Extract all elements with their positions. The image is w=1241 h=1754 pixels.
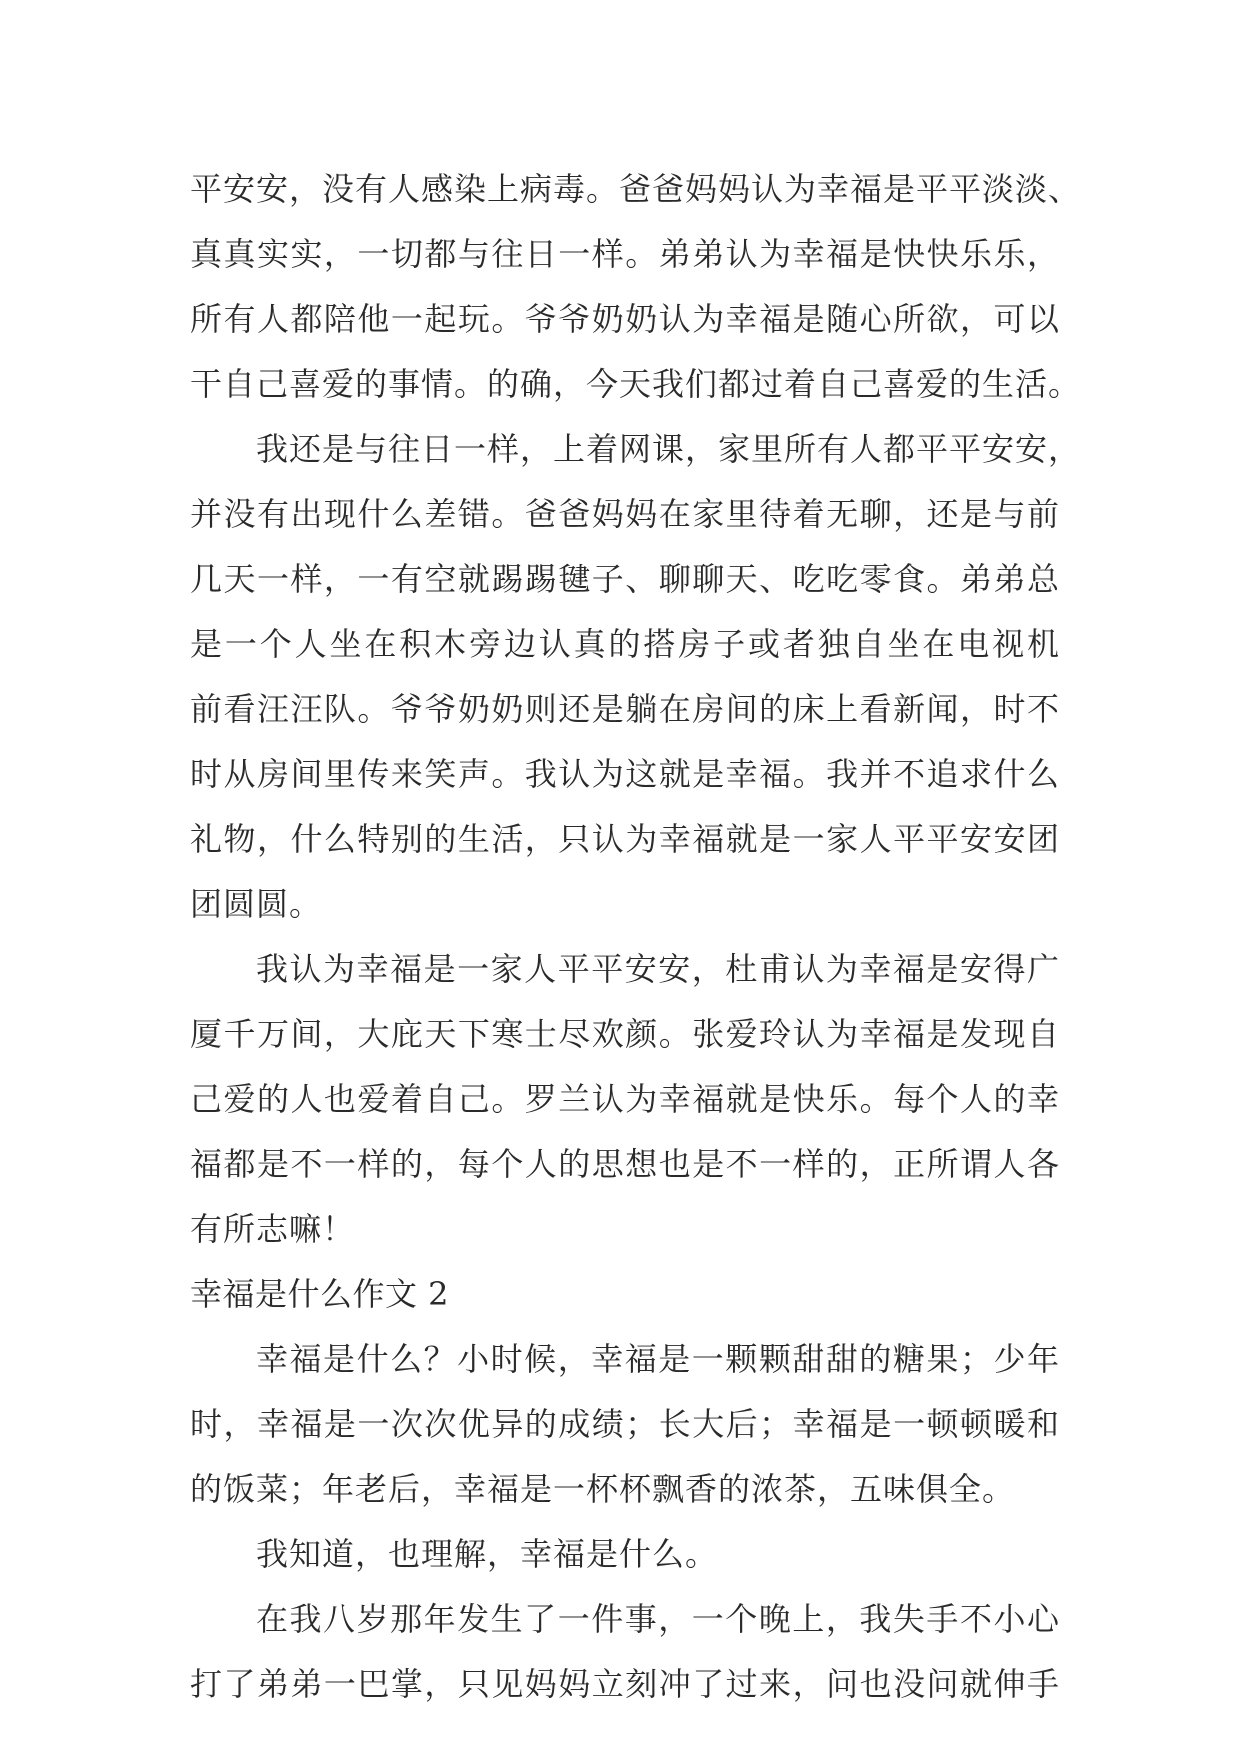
text-line: 我还是与往日一样，上着网课，家里所有人都平平安安，: [256, 430, 1082, 468]
text-line: 我知道，也理解，幸福是什么。: [256, 1535, 719, 1573]
text-line: 是一个人坐在积木旁边认真的搭房子或者独自坐在电视机: [190, 625, 1060, 663]
text-line: 时，幸福是一次次优异的成绩；长大后；幸福是一顿顿暖和: [190, 1405, 1060, 1443]
text-line: 幸福是什么？小时候，幸福是一颗颗甜甜的糖果；少年: [256, 1340, 1060, 1378]
text-line: 前看汪汪队。爷爷奶奶则还是躺在房间的床上看新闻，时不: [190, 690, 1060, 728]
text-line: 所有人都陪他一起玩。爷爷奶奶认为幸福是随心所欲，可以: [190, 300, 1060, 338]
text-line: 福都是不一样的，每个人的思想也是不一样的，正所谓人各: [190, 1145, 1060, 1183]
text-line: 干自己喜爱的事情。的确，今天我们都过着自己喜爱的生活。: [190, 365, 1082, 403]
text-line: 平安安，没有人感染上病毒。爸爸妈妈认为幸福是平平淡淡、: [190, 170, 1082, 208]
text-line: 真真实实，一切都与往日一样。弟弟认为幸福是快快乐乐，: [190, 235, 1060, 273]
text-line: 厦千万间，大庇天下寒士尽欢颜。张爱玲认为幸福是发现自: [190, 1015, 1060, 1053]
text-line: 在我八岁那年发生了一件事，一个晚上，我失手不小心: [256, 1600, 1060, 1638]
text-line: 礼物，什么特别的生活，只认为幸福就是一家人平平安安团: [190, 820, 1060, 858]
text-line: 团圆圆。: [190, 885, 323, 923]
text-line: 并没有出现什么差错。爸爸妈妈在家里待着无聊，还是与前: [190, 495, 1060, 533]
section-title: 幸福是什么作文 2: [190, 1275, 450, 1313]
text-line: 时从房间里传来笑声。我认为这就是幸福。我并不追求什么: [190, 755, 1060, 793]
text-line: 打了弟弟一巴掌，只见妈妈立刻冲了过来，问也没问就伸手: [190, 1665, 1060, 1703]
essay-text: [190, 157, 1082, 1717]
text-line: 几天一样，一有空就踢踢毽子、聊聊天、吃吃零食。弟弟总: [190, 560, 1060, 598]
text-line: 我认为幸福是一家人平平安安，杜甫认为幸福是安得广: [256, 950, 1060, 988]
text-line: 的饭菜；年老后，幸福是一杯杯飘香的浓茶，五味俱全。: [190, 1470, 1016, 1508]
text-line: 己爱的人也爱着自己。罗兰认为幸福就是快乐。每个人的幸: [190, 1080, 1060, 1118]
text-line: 有所志嘛！: [190, 1210, 356, 1248]
